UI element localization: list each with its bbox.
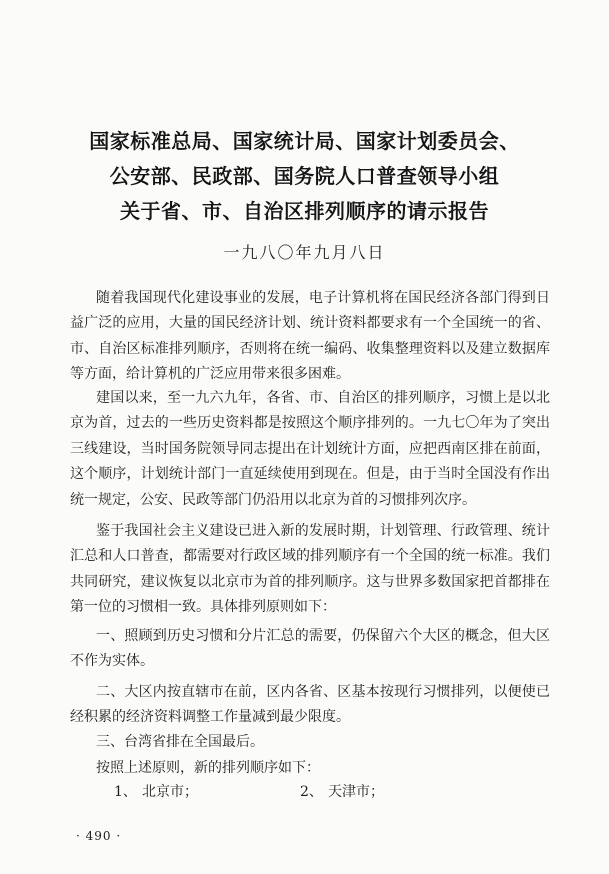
list-item-2-number: 2、 — [300, 784, 323, 800]
report-title-line-2: 公安部、民政部、国务院人口普查领导小组 — [109, 164, 500, 188]
list-item-1-name: 北京市； — [142, 784, 198, 800]
list-item-1-number: 1、 — [114, 784, 137, 800]
paragraph-3: 鉴于我国社会主义建设已进入新的发展时期，计划管理、行政管理、统计汇总和人口普查，都需要对行政区域的排列顺序有一个全国的统一标准。我们共同研究，建议恢复以北京市为首的排列顺序。这与世界多数国家把首都排在第一位的习惯相一致。具体排列原则如下： — [70, 523, 550, 616]
report-date: 一九八〇年九月八日 — [223, 243, 386, 262]
report-title-line-1: 国家标准总局、国家统计局、国家计划委员会、 — [89, 129, 520, 153]
page-number: · 490 · — [76, 829, 122, 843]
report-title-line-3: 关于省、市、自治区排列顺序的请示报告 — [120, 199, 489, 223]
list-item-2-name: 天津市； — [328, 784, 384, 800]
principle-2: 二、大区内按直辖市在前，区内各省、区基本按现行习惯排列，以便使已经积累的经济资料调整工作量减到最少限度。 — [70, 684, 550, 726]
paragraph-2: 建国以来，至一九六九年，各省、市、自治区的排列顺序，习惯上是以北京为首，过去的一些历史资料都是按照这个顺序排列的。一九七〇年为了突出三线建设，当时国务院领导同志提出在计划统计方面，应把西南区排在前面，这个顺序，计划统计部门一直延续使用到现在。但是，由于当时全国没有作出统一规定，公安、民政等部门仍沿用以北京为首的习惯排列次序。 — [70, 390, 550, 508]
order-intro: 按照上述原则，新的排列顺序如下： — [96, 760, 320, 776]
paragraph-1: 随着我国现代化建设事业的发展，电子计算机将在国民经济各部门得到日益广泛的应用，大量的国民经济计划、统计资料都要求有一个全国统一的省、市、自治区标准排列顺序，否则将在统一编码、收集整理资料以及建立数据库等方面，给计算机的广泛应用带来很多困难。 — [70, 290, 550, 383]
principle-1: 一、照顾到历史习惯和分片汇总的需要，仍保留六个大区的概念，但大区不作为实体。 — [70, 628, 550, 670]
principle-3: 三、台湾省排在全国最后。 — [96, 734, 264, 750]
